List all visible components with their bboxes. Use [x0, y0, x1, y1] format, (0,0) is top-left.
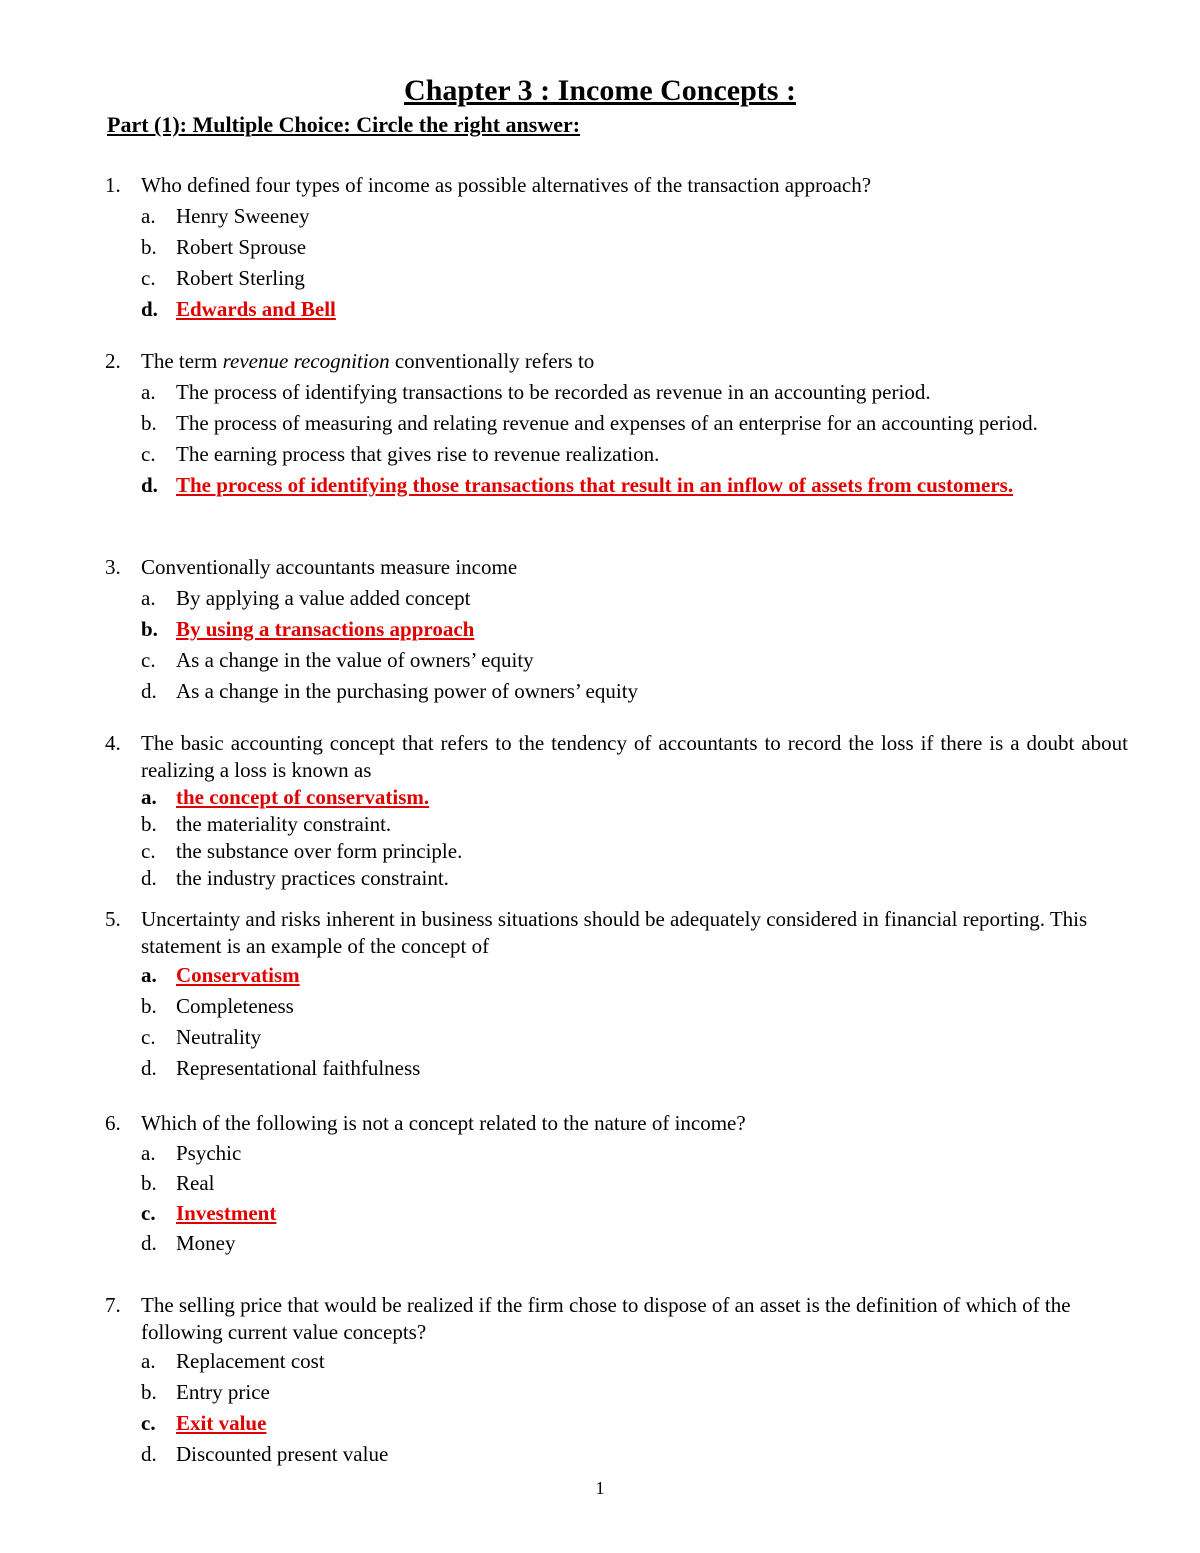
option-letter: b.	[141, 411, 157, 435]
question-2	[0, 346, 1200, 501]
option-letter: d.	[141, 297, 158, 321]
question-number: 3.	[105, 555, 121, 579]
question-number: 5.	[105, 907, 121, 931]
option-letter: b.	[141, 812, 157, 836]
option-c	[0, 263, 1200, 294]
option-letter: d.	[141, 866, 157, 890]
question-text: Which of the following is not a concept related to the nature of income?	[141, 1111, 746, 1135]
option-d	[0, 676, 1200, 707]
question-text-italic: revenue recognition	[222, 349, 390, 373]
option-text: The process of identifying those transactions that result in an inflow of assets from customers.	[176, 473, 1014, 497]
option-d	[0, 865, 1200, 892]
correct-answer	[0, 470, 1200, 501]
option-letter: d.	[141, 473, 158, 497]
question-text: The basic accounting concept that refers to the tendency of accountants to record the loss if there is a doubt about realizing a loss is known as	[141, 731, 1128, 782]
question-stem	[0, 552, 1200, 583]
option-text: Conservatism	[176, 963, 300, 987]
correct-answer	[0, 784, 1200, 811]
option-letter: c.	[141, 1025, 156, 1049]
option-letter: d.	[141, 1056, 157, 1080]
question-text: Uncertainty and risks inherent in business situations should be adequately considered in financial reporting. This statement is an example of the concept of	[141, 907, 1088, 958]
correct-answer	[0, 960, 1200, 991]
question-text: Who defined four types of income as possible alternatives of the transaction approach?	[141, 173, 872, 197]
option-text: As a change in the value of owners’ equity	[176, 648, 534, 672]
question-text: Conventionally accountants measure income	[141, 555, 518, 579]
option-text: Exit value	[176, 1411, 267, 1435]
option-text: the substance over form principle.	[176, 839, 463, 863]
option-letter: d.	[141, 1442, 157, 1466]
option-text: The process of measuring and relating revenue and expenses of an enterprise for an accounting period.	[176, 411, 1038, 435]
question-3	[0, 552, 1200, 707]
question-5	[0, 906, 1200, 1084]
question-4	[0, 730, 1200, 892]
option-a	[0, 377, 1200, 408]
question-number: 6.	[105, 1111, 121, 1135]
option-a	[0, 1138, 1200, 1168]
question-6	[0, 1108, 1200, 1258]
option-text: Entry price	[176, 1380, 270, 1404]
option-letter: a.	[141, 380, 156, 404]
option-letter: c.	[141, 1411, 156, 1435]
option-b	[0, 991, 1200, 1022]
option-text: Robert Sterling	[176, 266, 305, 290]
option-letter: d.	[141, 1231, 157, 1255]
option-a	[0, 1346, 1200, 1377]
question-7	[0, 1292, 1200, 1470]
correct-answer	[0, 294, 1200, 325]
option-b	[0, 408, 1200, 439]
page-number: 1	[595, 1478, 605, 1498]
option-text: Investment	[176, 1201, 277, 1225]
question-stem	[0, 1108, 1200, 1138]
question-number: 7.	[105, 1293, 121, 1317]
option-a	[0, 583, 1200, 614]
option-text: Money	[176, 1231, 236, 1255]
option-letter: c.	[141, 648, 156, 672]
option-text: the materiality constraint.	[176, 812, 392, 836]
option-text: Discounted present value	[176, 1442, 389, 1466]
option-b	[0, 1168, 1200, 1198]
option-b	[0, 811, 1200, 838]
option-letter: a.	[141, 586, 156, 610]
option-letter: a.	[141, 1141, 156, 1165]
option-letter: c.	[141, 839, 156, 863]
page-title: Chapter 3 : Income Concepts :	[404, 74, 796, 107]
option-text: By applying a value added concept	[176, 586, 471, 610]
option-letter: a.	[141, 963, 157, 987]
option-letter: c.	[141, 266, 156, 290]
option-letter: c.	[141, 442, 156, 466]
option-c	[0, 1022, 1200, 1053]
option-text: Psychic	[176, 1141, 242, 1165]
correct-answer	[0, 1198, 1200, 1228]
option-text: The process of identifying transactions to be recorded as revenue in an accounting period.	[176, 380, 931, 404]
option-c	[0, 439, 1200, 470]
question-number: 2.	[105, 349, 121, 373]
option-text: Edwards and Bell	[176, 297, 336, 321]
question-text-end: conventionally refers to	[389, 349, 595, 373]
option-letter: b.	[141, 1171, 157, 1195]
option-letter: a.	[141, 1349, 156, 1373]
question-number: 4.	[105, 731, 121, 755]
option-letter: c.	[141, 1201, 156, 1225]
option-d	[0, 1228, 1200, 1258]
option-text: Representational faithfulness	[176, 1056, 421, 1080]
question-number: 1.	[105, 173, 121, 197]
option-letter: a.	[141, 204, 156, 228]
option-text: Replacement cost	[176, 1349, 325, 1373]
option-text: the industry practices constraint.	[176, 866, 449, 890]
option-letter: d.	[141, 679, 157, 703]
option-d	[0, 1439, 1200, 1470]
option-text: The earning process that gives rise to revenue realization.	[176, 442, 660, 466]
option-b	[0, 1377, 1200, 1408]
question-stem	[0, 1292, 1200, 1346]
option-text: By using a transactions approach	[176, 617, 475, 641]
correct-answer	[0, 614, 1200, 645]
option-d	[0, 1053, 1200, 1084]
option-text: As a change in the purchasing power of owners’ equity	[176, 679, 639, 703]
option-letter: a.	[141, 785, 157, 809]
question-1	[0, 170, 1200, 325]
option-letter: b.	[141, 994, 157, 1018]
option-text: Robert Sprouse	[176, 235, 307, 259]
question-text-start: The term	[141, 349, 223, 373]
option-text: Real	[176, 1171, 215, 1195]
option-b	[0, 232, 1200, 263]
question-text: The selling price that would be realized if the firm chose to dispose of an asset is the definition of which of the following current value concepts?	[141, 1293, 1071, 1344]
option-c	[0, 645, 1200, 676]
question-stem	[0, 170, 1200, 201]
option-letter: b.	[141, 617, 158, 641]
option-text: Henry Sweeney	[176, 204, 310, 228]
option-a	[0, 201, 1200, 232]
question-stem	[0, 346, 1200, 377]
option-text: the concept of conservatism.	[176, 785, 430, 809]
correct-answer	[0, 1408, 1200, 1439]
option-letter: b.	[141, 235, 157, 259]
question-stem	[0, 730, 1200, 784]
option-letter: b.	[141, 1380, 157, 1404]
option-text: Completeness	[176, 994, 294, 1018]
option-c	[0, 838, 1200, 865]
question-stem	[0, 906, 1200, 960]
option-text: Neutrality	[176, 1025, 262, 1049]
part-heading: Part (1): Multiple Choice: Circle the right answer:	[107, 112, 581, 137]
